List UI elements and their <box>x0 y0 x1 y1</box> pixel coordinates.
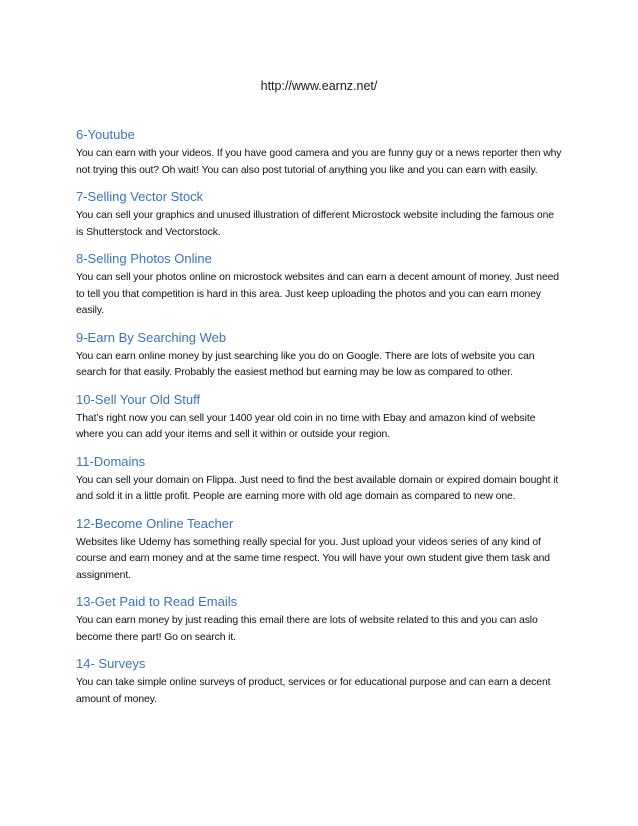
section-body: You can take simple online surveys of product, services or for educational purpose and can earn a decent amount of money. <box>76 677 551 705</box>
section-body: You can earn with your videos. If you have good camera and you are funny guy or a news reporter then why not trying this out? Oh wait! You can also post tutorial of anything you like and you can earn with easily. <box>76 148 562 176</box>
section-heading: 7-Selling Vector Stock <box>76 189 204 204</box>
section-heading: 8-Selling Photos Online <box>76 251 212 266</box>
section-heading: 10-Sell Your Old Stuff <box>76 391 201 407</box>
section-surveys <box>76 654 564 708</box>
section-selling-photos-online <box>76 249 564 320</box>
section-youtube <box>76 125 564 179</box>
section-heading: 11-Domains <box>76 453 146 469</box>
section-heading: 6-Youtube <box>76 127 135 142</box>
section-get-paid-to-read-emails <box>76 592 564 646</box>
section-body: Websites like Udemy has something really special for you. Just upload your videos series of any kind of course and earn money and at the same time respect. You will have your own student give them task and assignment. <box>76 536 550 581</box>
section-body: You can sell your photos online on microstock websites and can earn a decent amount of money. Just need to tell you that competition is hard in this area. Just keep uploading the photos and you can earn money easily. <box>76 272 559 316</box>
document-content <box>76 125 564 716</box>
section-domains <box>76 452 564 506</box>
section-heading: 13-Get Paid to Read Emails <box>76 594 238 609</box>
header-url: http://www.earnz.net/ <box>260 79 378 93</box>
section-earn-by-searching-web <box>76 328 564 382</box>
section-heading: 9-Earn By Searching Web <box>76 329 227 345</box>
section-body: You can earn money by just reading this email there are lots of website related to this and you can aslo become there part! Go on search it. <box>76 615 538 643</box>
section-sell-your-old-stuff <box>76 390 564 444</box>
section-body: You can earn online money by just searching like you do on Google. There are lots of website you can search for that easily. Probably the easiest method but earning may be low as compared to other. <box>76 350 535 378</box>
section-body: You can sell your graphics and unused illustration of different Microstock website including the famous one is Shutterstock and Vectorstock. <box>76 210 554 238</box>
section-become-online-teacher <box>76 514 564 585</box>
section-body: That’s right now you can sell your 1400 year old coin in no time with Ebay and amazon kind of website where you can add your items and sell it within or outside your region. <box>76 412 536 440</box>
section-body: You can sell your domain on Flippa. Just need to find the best available domain or expired domain bought it and sold it in a little profit. People are earning more with old age domain as compared to new one. <box>76 474 559 502</box>
section-heading: 12-Become Online Teacher <box>76 515 234 531</box>
section-heading: 14- Surveys <box>76 656 146 671</box>
section-selling-vector-stock <box>76 187 564 241</box>
